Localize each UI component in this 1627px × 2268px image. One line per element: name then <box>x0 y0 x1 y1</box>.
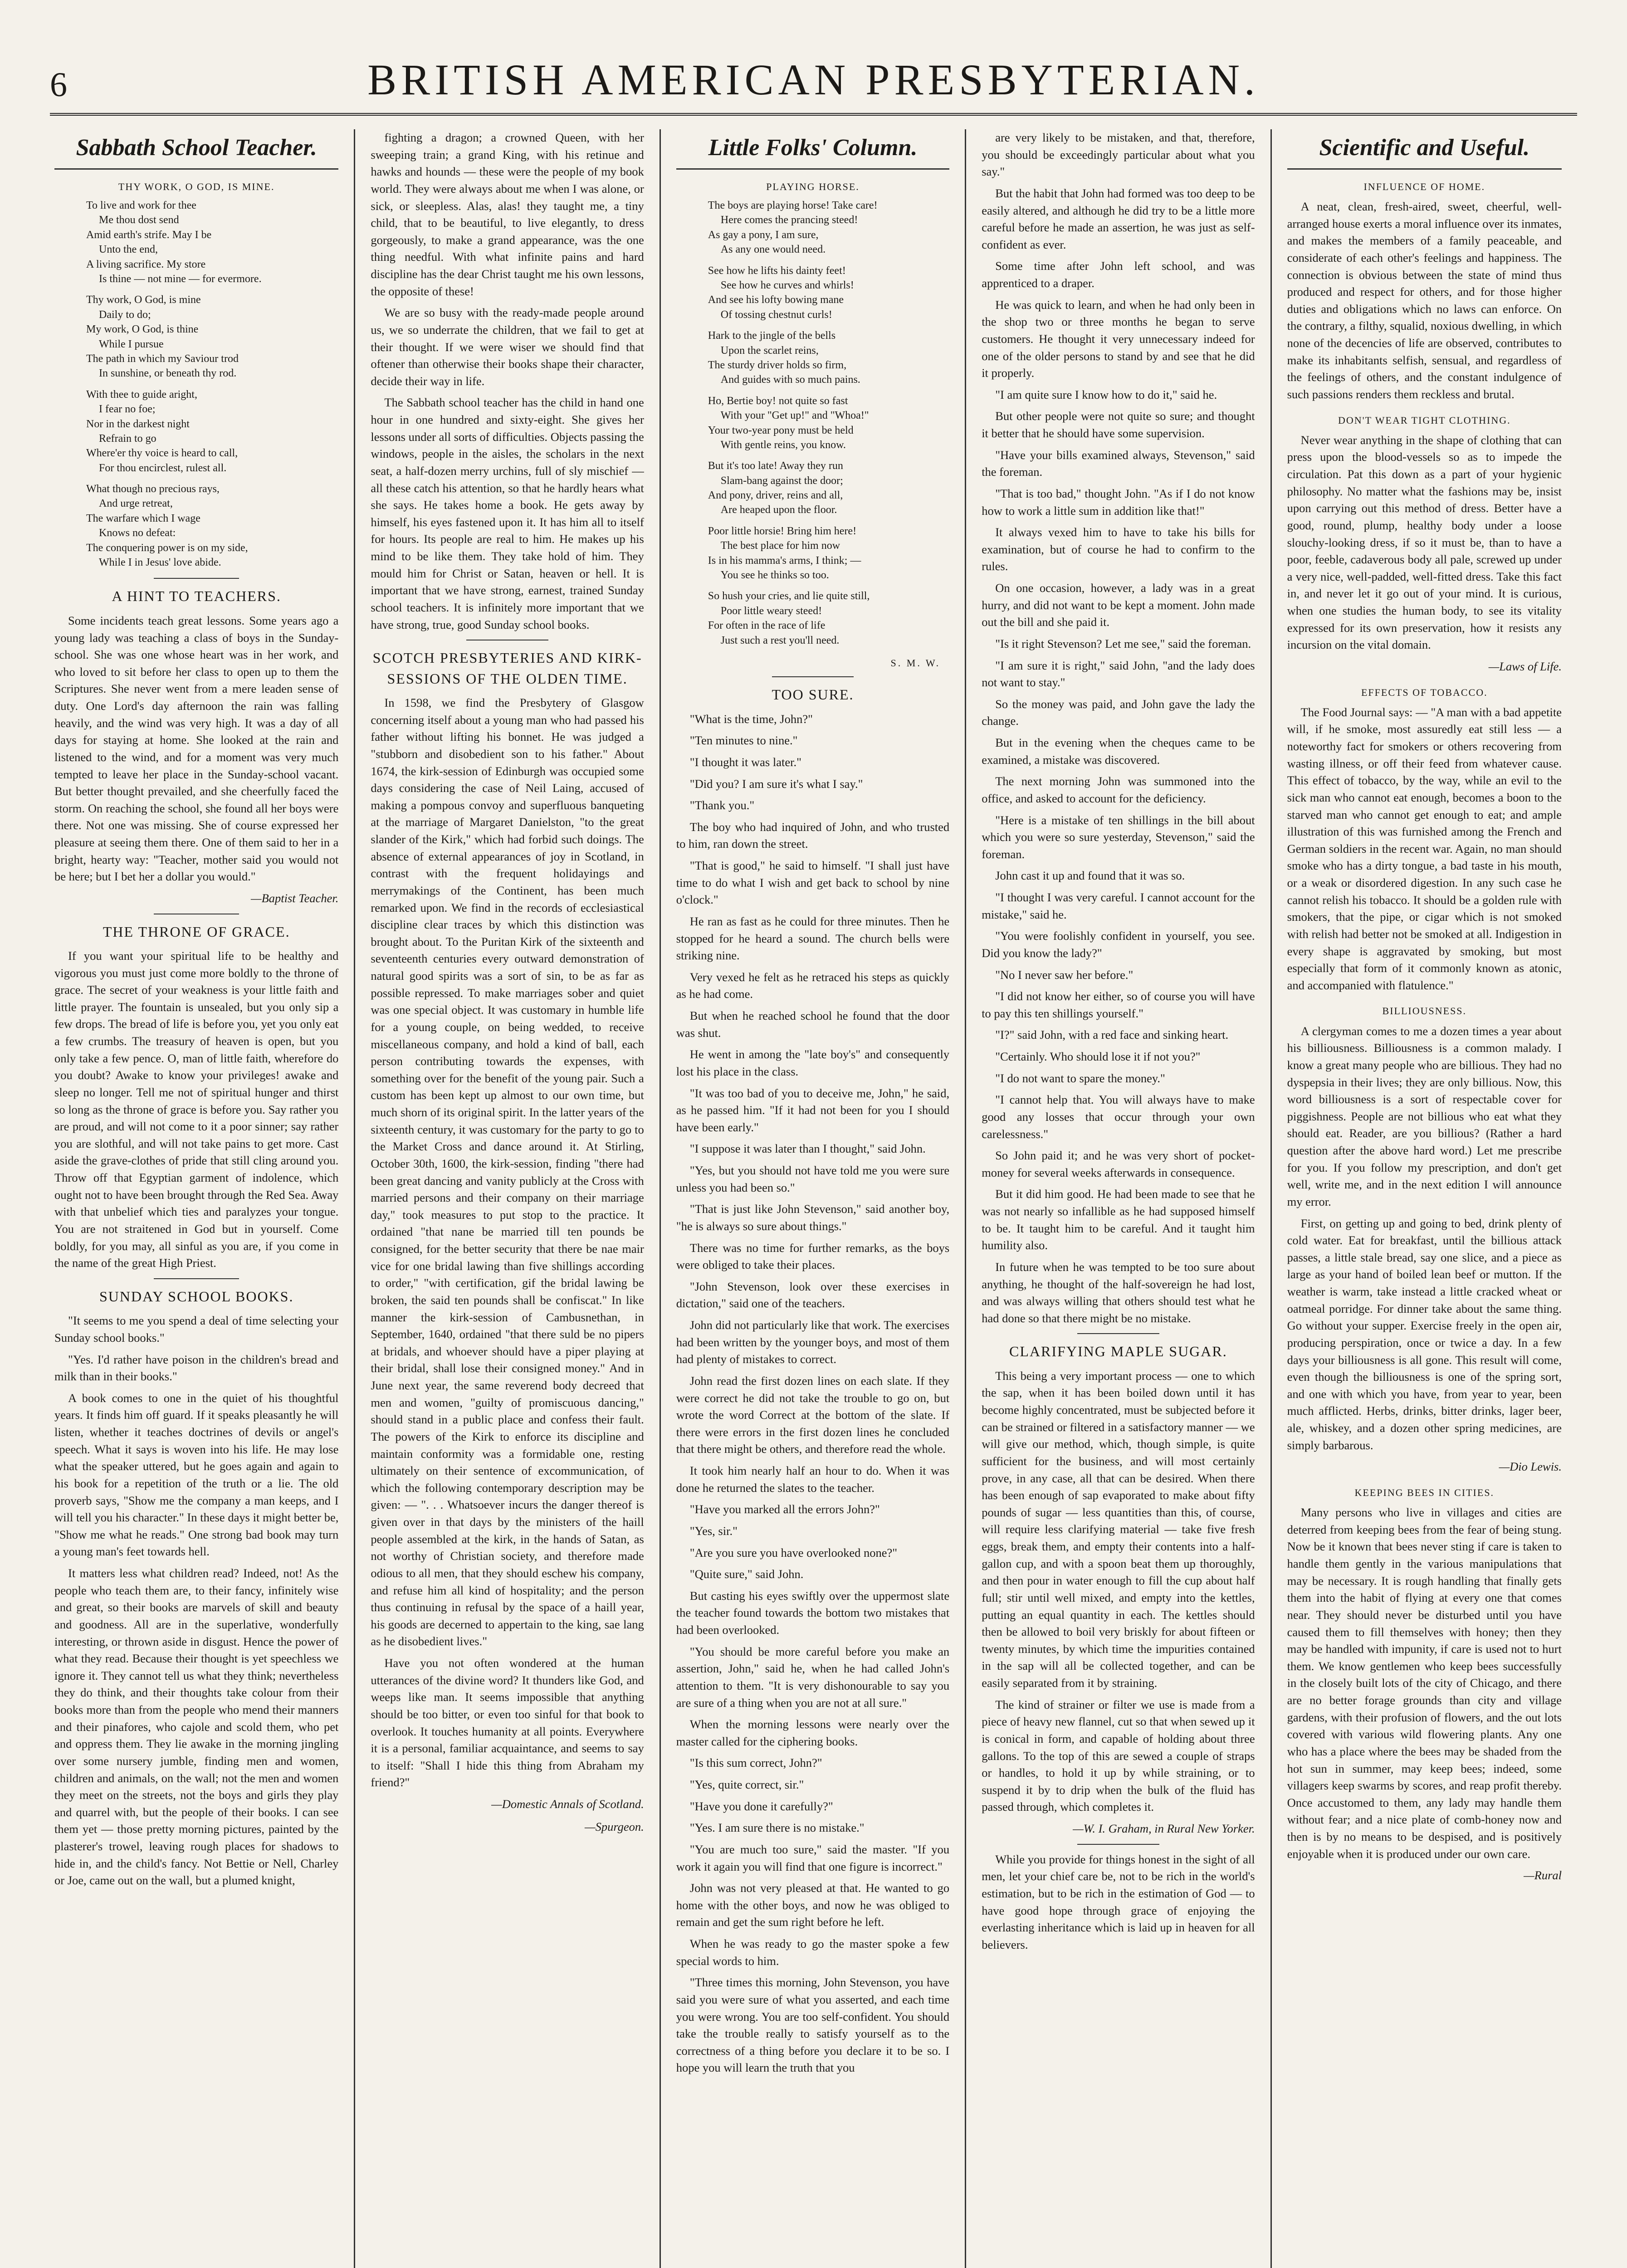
paragraph: are very likely to be mistaken, and that, therefore, you should be exceedingly particular about what you say." <box>982 131 1255 179</box>
paragraph: He went in among the "late boy's" and consequently lost his place in the class. <box>676 1047 950 1078</box>
paragraph: John cast it up and found that it was so. <box>995 869 1185 883</box>
poem <box>54 198 338 570</box>
paragraph: "Have you done it carefully?" <box>689 1799 833 1813</box>
paragraph: "It seems to me you spend a deal of time selecting your Sunday school books." <box>54 1314 339 1344</box>
poem-line: Thy work, O God, is mine <box>86 294 201 306</box>
divider <box>1077 1844 1159 1845</box>
poem-line: You see he thinks so too. <box>720 569 829 582</box>
column-4 <box>966 129 1271 2268</box>
paragraph: It took him nearly half an hour to do. When it was done he returned the slates to the teacher. <box>676 1464 950 1495</box>
poem-line: So hush your cries, and lie quite still, <box>708 590 870 602</box>
paragraph: "I thought I was very careful. I cannot account for the mistake," said he. <box>982 890 1255 921</box>
poem-line: Just such a rest you'll need. <box>720 634 840 646</box>
paragraph: Some time after John left school, and was apprenticed to a draper. <box>982 259 1255 290</box>
poem-line: Is in his mamma's arms, I think; — <box>708 554 861 567</box>
column-2 <box>355 129 660 2268</box>
page-number: 6 <box>50 66 67 104</box>
article-title: TOO SURE. <box>772 686 854 703</box>
article-subtitle: KEEPING BEES IN CITIES. <box>1354 1486 1495 1498</box>
poem-line: Poor little horsie! Bring him here! <box>708 525 857 537</box>
poem-line: Amid earth's strife. May I be <box>86 229 212 241</box>
poem-line: And urge retreat, <box>99 498 173 510</box>
article-body <box>54 612 338 885</box>
department-heading: Scientific and Useful. <box>1287 131 1562 170</box>
paragraph: But in the evening when the cheques came to be examined, a mistake was discovered. <box>982 736 1255 767</box>
poem-line: But it's too late! Away they run <box>708 460 843 472</box>
paragraph: "Have you marked all the errors John?" <box>689 1502 880 1516</box>
paragraph: "I thought it was later." <box>689 755 801 769</box>
attribution: —Domestic Annals of Scotland. <box>491 1797 644 1811</box>
poem-title: THY WORK, O GOD, IS MINE. <box>118 181 275 192</box>
paragraph: "No I never saw her before." <box>995 968 1134 982</box>
poem-line: The sturdy driver holds so firm, <box>708 359 847 371</box>
article-subtitle: EFFECTS OF TOBACCO. <box>1361 686 1488 698</box>
poem-line: Hark to the jingle of the bells <box>708 330 836 342</box>
article-body <box>1287 1504 1562 1862</box>
paragraph: "Yes, sir." <box>689 1524 738 1538</box>
paragraph: "John Stevenson, look over these exercises in dictation," said one of the teachers. <box>676 1279 950 1310</box>
paragraph: "I cannot help that. You will always have to make good any losses that occur through your own carelessness." <box>982 1093 1255 1141</box>
poem-line: And pony, driver, reins and all, <box>708 489 843 502</box>
divider <box>772 676 854 677</box>
column-1 <box>50 129 355 2268</box>
attribution: —Baptist Teacher. <box>251 891 339 905</box>
paragraph: Some incidents teach great lessons. Some years ago a young lady was teaching a class of boys in the Sunday-school. She was one whose heart was in her work, and who loved to sit before her class to open up to them the Scriptures. She never went from a mere leaden sense of duty. One Lord's day afternoon the rain was falling heavily, and the wind was very high. It was a day of all days for staying at home. She looked at the rain and listened to the wind, and for a moment was very much tempted to leave her place in the Sunday-school vacant. But better thought prevailed, and she cheerfully faced the storm. On reaching the school, she found all her boys were there. Not one was missing. She of course expressed her pleasure at seeing them there. One of them said to her in a bright, hearty way: "Teacher, mother said you would not be here; but I bet her a dollar you would." <box>54 613 339 884</box>
paragraph: "Quite sure," said John. <box>689 1567 804 1581</box>
attribution: —Rural <box>1524 1868 1562 1882</box>
department-heading: Little Folks' Column. <box>676 131 949 170</box>
article-body <box>676 711 949 2077</box>
stanza <box>708 524 949 583</box>
paragraph: "That is good," he said to himself. "I shall just have time to do what I wish and get back to school by nine o'clock." <box>676 859 950 907</box>
stanza <box>708 198 949 257</box>
paragraph: "I am sure it is right," said John, "and the lady does not want to stay." <box>982 658 1255 689</box>
paragraph: "Three times this morning, John Stevenson, you have said you were sure of what you asserted, and each time you were wrong. You are too self-confident. You should take the trouble really to satisfy yourself as to the correctness of a thing before you declare it to be so. I hope you will learn the truth that you <box>676 1975 950 2075</box>
poem-line: For often in the race of life <box>708 620 826 632</box>
paragraph: "Did you? I am sure it's what I say." <box>689 777 863 791</box>
poem-line: Unto the end, <box>99 244 158 256</box>
paragraph: "Thank you." <box>689 798 755 812</box>
stanza <box>708 264 949 323</box>
article-title: A HINT TO TEACHERS. <box>112 588 281 605</box>
paragraph: In future when he was tempted to be too sure about anything, he thought of the half-sovereign he had lost, and was always willing that others should test what he had done so that there might be no mistake. <box>982 1260 1255 1325</box>
paragraph: But it did him good. He had been made to see that he was not nearly so infallible as he had supposed himself to be. It taught him to be careful. And it taught him humility also. <box>982 1187 1255 1252</box>
paragraph: While you provide for things honest in the sight of all men, let your chief care be, not to be rich in the world's estimation, but to be rich in the estimation of God — to have good hope through grace of enjoying the everlasting inheritance which is laid up in heaven for all believers. <box>982 1852 1255 1951</box>
paragraph: There was no time for further remarks, as the boys were obliged to take their places. <box>676 1241 950 1272</box>
poem-line: Here comes the prancing steed! <box>720 214 858 226</box>
poem-line: And guides with so much pains. <box>720 374 860 386</box>
poem-line: Slam-bang against the door; <box>720 474 843 487</box>
poem-line: I fear no foe; <box>99 403 156 415</box>
poem-signature: S. M. W. <box>890 657 941 669</box>
paragraph: It always vexed him to have to take his bills for examination, but of course he had to confirm to the rules. <box>982 525 1255 573</box>
paragraph: John was not very pleased at that. He wanted to go home with the other boys, and now he was obliged to remain and get the sum right before he left. <box>676 1881 950 1929</box>
divider <box>1077 1333 1159 1334</box>
poem-line: The best place for him now <box>720 540 840 552</box>
paragraph: But other people were not quite so sure; and thought it better that he should have some supervision. <box>982 409 1255 440</box>
paragraph: "Certainly. Who should lose it if not you?" <box>995 1050 1201 1063</box>
article-title: THE THRONE OF GRACE. <box>103 923 290 940</box>
paragraph: Have you not often wondered at the human utterances of the divine word? It thunders like God, and weeps like man. It seems impossible that anything should be too bitter, or even too sinful for that book to overlook. It touches humanity at all points. Everywhere it is a personal, familiar acquaintance, and seems to say to itself: "Shall I hide this thing from Abraham my friend?" <box>371 1656 644 1789</box>
poem-line: And see his lofty bowing mane <box>708 294 844 306</box>
paragraph: Never wear anything in the shape of clothing that can press upon the blood-vessels so as to impede the circulation. Pat this down as a part of your hygienic philosophy. No matter what the fashions may be, insist upon carrying out this method of dress. Better have a good, round, plump, healthy body under a loose slouchy-looking dress, if so it must be, than to have a poor, feeble, cadaverous body all pale, screwed up under a very nice, well-padded, well-fitted dress. Take this fact in, and never let it go out of your mind. It is curious, when one studies the human body, to see its vitality expressed for its own preservation, how it resists any incursion on the vital domain. <box>1287 433 1562 652</box>
article-body <box>54 1312 338 1889</box>
stanza <box>708 589 949 648</box>
paragraph: "I did not know her either, so of course you will have to pay this ten shillings yourself." <box>982 989 1255 1020</box>
poem-line: Poor little weary steed! <box>720 605 822 617</box>
poem-line: The warfare which I wage <box>86 512 200 524</box>
paper-title: BRITISH AMERICAN PRESBYTERIAN. <box>367 55 1260 104</box>
paragraph: John read the first dozen lines on each slate. If they were correct he did not take the trouble to go on, but wrote the word Correct at the bottom of the slate. If there were errors in the first dozen lines he concluded that there might be others, and therefore read the whole. <box>676 1374 950 1456</box>
stanza <box>86 198 338 286</box>
paragraph: He ran as fast as he could for three minutes. Then he stopped for he heard a sound. The church bells were striking nine. <box>676 914 950 963</box>
masthead <box>50 54 1577 116</box>
attribution: —Laws of Life. <box>1488 659 1562 673</box>
poem-line: Nor in the darkest night <box>86 418 190 430</box>
paragraph: fighting a dragon; a crowned Queen, with her sweeping train; a grand King, with his retinue and hawks and hounds — these were the people of my book world. They were always about me when I was alone, or sick, or sleepless. Alas, alas! they taught me, a tiny child, that to be beautiful, to live elegantly, to dress gorgeously, to make a grand appearance, was the one thing needful. With what infinite pains and hard discipline has the dear Christ taught me his own lessons, the opposite of these! <box>371 131 644 298</box>
article-title: SCOTCH PRESBYTERIES AND KIRK-SESSIONS OF THE OLDEN TIME. <box>372 650 642 687</box>
paragraph: The next morning John was summoned into the office, and asked to account for the deficiency. <box>982 774 1255 805</box>
poem-line: The boys are playing horse! Take care! <box>708 200 878 212</box>
stanza <box>708 328 949 387</box>
paragraph: A clergyman comes to me a dozen times a year about his billiousness. Billiousness is a common malady. I know a great many people who are billious. They had no dyspepsia in their lives; they are only billious. Now, this word billiousness is a sort of respectable cover for piggishness. People are not billious who eat what they should eat. Reader, are you billious? (Rather a hard question after the above hard word.) Let me prescribe for you. If you follow my prescription, and don't get well, write me, and in the next edition I will announce my error. <box>1287 1024 1562 1208</box>
stanza <box>708 459 949 518</box>
stanza <box>86 293 338 381</box>
poem-line: The path in which my Saviour trod <box>86 352 239 365</box>
poem-line: A living sacrifice. My store <box>86 258 206 270</box>
paragraph: When the morning lessons were nearly over the master called for the ciphering books. <box>676 1717 950 1748</box>
paragraph: "It was too bad of you to deceive me, John," he said, as he passed him. "If it had not been for you I should have been early." <box>676 1086 950 1134</box>
article-body <box>982 1851 1255 1954</box>
poem-line: As any one would need. <box>720 244 826 256</box>
paragraph: The Food Journal says: — "A man with a bad appetite will, if he smoke, most assuredly eat still less — a noteworthy fact for smokers or others recovering from wasting illness, or off their feed from whatever cause. This effect of tobacco, by the way, while an evil to the sick man who cannot eat enough, becomes a boon to the starved man who cannot get enough to eat; and ample illustration of this was furnished among the French and German soldiers in the recent war. Again, no man should smoke who has a dirty tongue, a bad taste in his mouth, or a weak or disordered digestion. In any such case he cannot relish his tobacco. It should be a golden rule with smokers, that the pipe, or cigar which is not smoked with relish had better not be smoked at all. Indigestion in every shape is aggravated by smoking, but most especially that form of it commonly known as atonic, and accompanied with flatulence." <box>1287 705 1562 992</box>
attribution: —Dio Lewis. <box>1499 1460 1562 1474</box>
paragraph: "Yes, but you should not have told me you were sure unless you had been so." <box>676 1163 950 1194</box>
poem-line: Is thine — not mine — for evermore. <box>99 273 262 285</box>
poem-line: For thou encirclest, rulest all. <box>99 462 227 474</box>
article-body <box>371 694 644 1791</box>
poem-line: The conquering power is on my side, <box>86 542 248 554</box>
stanza <box>86 482 338 570</box>
poem-line: While I in Jesus' love abide. <box>99 557 221 569</box>
poem-line: Where'er thy voice is heard to call, <box>86 447 238 459</box>
article-body <box>1287 432 1562 654</box>
poem-line: Your two-year pony must be held <box>708 424 854 436</box>
poem-line: With thee to guide aright, <box>86 388 197 401</box>
paragraph: This being a very important process — one to which the sap, when it has been boiled down until it has become highly concentrated, must be subjected before it can be strained or filtered in a satisfactory manner — we will give our method, which, though simple, is quite sufficient for the business, and will most certainly prove, in any case, all that can be desired. When there has been enough of sap evaporated to make about fifty pounds of sugar — less quantities than this, of course, will require less clarifying material — take five fresh eggs, break them, and empty their contents into a half-gallon cup, and with a spoon beat them up thoroughly, and then pour in water enough to fill the cup about half full; stir until well mixed, and empty into the kettles, putting an equal quantity in each. The kettles should then be allowed to boil very briskly for about fifteen or twenty minutes, by which time the impurities contained in the sap will all be collected together, and can be easily separated from it by straining. <box>982 1369 1255 1690</box>
poem-line: What though no precious rays, <box>86 483 220 495</box>
poem-line: Me thou dost send <box>99 214 179 226</box>
paragraph: First, on getting up and going to bed, drink plenty of cold water. Eat for breakfast, until the billious attack passes, a little stale bread, say one slice, and a piece as large as your hand of boiled lean beef or mutton. If the weather is warm, take instead a little cracked wheat or oatmeal porridge. For dinner take about the same thing. Go without your supper. Exercise freely in the open air, producing perspiration, once or twice a day. In a few days your billiousness is all gone. This result will come, even though the billiousness is one of the spring sort, and one with which you have, from year to year, been much afflicted. Herbs, drinks, bitter drinks, lager beer, ale, whiskey, and a dozen other spring medicines, are simply barbarous. <box>1287 1216 1562 1452</box>
paragraph: So John paid it; and he was very short of pocket-money for several weeks afterwards in consequence. <box>982 1149 1255 1179</box>
divider <box>154 1278 239 1279</box>
article-title: SUNDAY SCHOOL BOOKS. <box>99 1288 294 1305</box>
paragraph: "What is the time, John?" <box>689 712 813 726</box>
poem-line: See how he lifts his dainty feet! <box>708 264 846 277</box>
stanza <box>708 394 949 453</box>
department-heading: Sabbath School Teacher. <box>54 131 338 170</box>
poem-line: Are heaped upon the floor. <box>720 504 837 516</box>
article-body <box>54 948 338 1272</box>
paragraph: Many persons who live in villages and cities are deterred from keeping bees from the fear of being stung. Now be it known that bees never sting if care is taken to handle them gently in the various manipulations that may be necessary. It is rough handling that finally gets them into the habit of flying at every one that comes near. They should never be disturbed until you have caused them to fill themselves with honey; then they may be handled with impunity, if care is used not to hurt them. We know gentlemen who keep bees successfully in the closely built lots of the city of Chicago, and there are no better forage grounds than city and village gardens, with their profusion of flowers, and the out lots covered with various wild flowering plants. Any one who has a place where the bees may be shaded from the hot sun in summer, may keep bees; indeed, some villagers keep swarms by scores, and reap profit thereby. Once accustomed to them, any lady may handle them without fear; and a nice plate of comb-honey now and then is by no means to be despised, and is positively enjoyable when it is produced under our own care. <box>1287 1505 1562 1861</box>
paragraph: "I?" said John, with a red face and sinking heart. <box>995 1028 1229 1042</box>
article-subtitle: BILLIOUSNESS. <box>1382 1005 1467 1017</box>
paragraph: "Yes. I'd rather have poison in the children's bread and milk than in their books." <box>54 1352 339 1383</box>
paragraph: "Here is a mistake of ten shillings in the bill about which you were so sure yesterday, Stevenson," said the foreman. <box>982 813 1255 861</box>
poem-line: In sunshine, or beneath thy rod. <box>99 367 237 380</box>
poem-line: While I pursue <box>99 338 164 350</box>
paragraph: The Sabbath school teacher has the child in hand one hour in one hundred and sixty-eight. She gives her lessons under all sorts of difficulties. Objects passing the windows, people in the aisles, the scholars in the next seat, a half-dozen merry urchins, full of sly mischief — all these catch his attention, so that he hardly hears what she says. He takes home a book. He gets away by himself, his eyes fastened upon it. It has him all to itself for hours. Its people are real to him. He makes up his mind to be like them. They take hold of him. They mould him for Christ or Satan, heaven or hell. It is important that we have strong, earnest, trained Sunday school teachers. It is infinitely more important that we have strong, true, good Sunday school books. <box>371 396 644 631</box>
paragraph: "Have your bills examined always, Stevenson," said the foreman. <box>982 448 1255 479</box>
poem <box>676 198 949 648</box>
poem-line: Refrain to go <box>99 432 156 445</box>
paragraph: The kind of strainer or filter we use is made from a piece of heavy new flannel, cut so that when sewed up it is conical in form, and capable of holding about three gallons. To the top of this are sewed a couple of straps or handles, to hold it up by while straining, or to suspend it by to drip when the bulk of the fluid has passed through, which completes it. <box>982 1697 1255 1814</box>
attribution: —Spurgeon. <box>585 1819 644 1833</box>
paragraph: "You should be more careful before you make an assertion, John," said he, when he had called John's attention to them. "It is very dishonourable to say you are sure of a thing when you are not at all sure." <box>676 1644 950 1710</box>
paragraph: "Are you sure you have overlooked none?" <box>689 1545 898 1559</box>
poem-line: With gentle reins, you know. <box>720 439 846 451</box>
paragraph: In 1598, we find the Presbytery of Glasgow concerning itself about a young man who had passed his father without lifting his bonnet. He was judged a "stubborn and disobedient son to his father." About 1674, the kirk-session of Edinburgh was occupied some days considering the case of Neil Laing, accused of making a pompous convoy and superfluous banqueting at the marriage of Margaret Danielston, "to the great slander of the Kirk," which had forbid such doings. The absence of external appearances of joy in Scotland, in contrast with the frequent holidayings and merrymakings of the Continent, has been much remarked upon. We find in the records of ecclesiastical discipline clear traces by which this distinction was brought about. To the Puritan Kirk of the sixteenth and seventeenth centuries every outward demonstration of natural good spirits was a sort of sin, to be as far as possible repressed. To make marriages sober and quiet was one special object. It was customary in humble life for a young couple, on being wedded, to receive miscellaneous company, and hold a kind of ball, each person contributing towards the expenses, with something over for the benefit of the young pair. Such a custom has been kept up almost to our own time, but much shorn of its original spirit. In the latter years of the sixteenth century, it was customary for the party to go to the Market Cross and dance around it. At Stirling, October 30th, 1600, the kirk-session, finding "there had been great dancing and vanity publicly at the Cross with married persons and their company on their marriage day," took measures to put stop to the practice. It ordained "that nane be married till ten pounds be consigned, for the better security that there be nae mair vice for one bridal lawing than five shillings according to order," "with certification, gif the bridal lawing be broken, the said ten pounds shall be confiscat." In like manner the kirk-session of Cambusnethan, in September, 1640, ordained "that there suld be no pipers at bridals, and whoever should have a piper playing at their bridal, shall lose their consigned money." And in June next year, the same reverend body decreed that men and women, "guilty of promiscuous dancing," should stand in a public place and confess their fault. The powers of the Kirk to enforce its discipline and maintain conformity was a formidable one, resting ultimately on their sentence of excommunication, of which the following contemporary description may be given: — ". . . Whatsoever incurs the danger thereof is given over in that days by the ministers of the haill people assembled at the kirk, in the hands of Satan, as not worthy of Christian society, and therefore made odious to all men, that they should eschew his company, and refuse him all kind of hospitality; and the person thus continuing in refusal by the space of a haill year, his goods are decerned to appertain to the king, sae lang as he disobedient lives." <box>371 696 644 1648</box>
paragraph: "I do not want to spare the money." <box>995 1071 1165 1085</box>
article-body <box>982 1368 1255 1816</box>
paragraph: Very vexed he felt as he retraced his steps as quickly as he had come. <box>676 970 950 1001</box>
poem-line: With your "Get up!" and "Whoa!" <box>720 410 869 422</box>
paragraph: If you want your spiritual life to be healthy and vigorous you must just come more boldly to the throne of grace. The secret of your weakness is your little faith and little prayer. The fountain is unsealed, but you only sip a few drops. The bread of life is before you, yet you only eat a few crumbs. The treasury of heaven is open, but you only take a few pence. O, man of little faith, wherefore do you doubt? Awake to know your privileges! awake and sleep no longer. Tell me not of spiritual hunger and thirst so long as the throne of grace is before you. Say rather you are proud, and will not come to it a poor sinner; say rather you are slothful, and will not take pains to get more. Cast aside the grave-clothes of pride that still cling around you. Throw off that Egyptian garment of indolence, which ought not to have been brought through the Red Sea. Away with that unbelief which ties and paralyzes your tongue. You are not straitened in God but in yourself. Come boldly, for you may, all sinful as you are, if you come in the name of the great High Priest. <box>54 948 339 1270</box>
stanza <box>86 387 338 475</box>
paragraph: "You were foolishly confident in yourself, you see. Did you know the lady?" <box>982 929 1255 960</box>
paragraph: "That is just like John Stevenson," said another boy, "he is always so sure about things." <box>676 1202 950 1233</box>
poem-line: As gay a pony, I am sure, <box>708 229 819 241</box>
article-body <box>1287 198 1562 403</box>
article-body <box>371 129 644 633</box>
paragraph: He was quick to learn, and when he had only been in the shop two or three months he began to serve customers. He thought it very unnecessary indeed for one of the older persons to stand by and see that he did it properly. <box>982 298 1255 380</box>
poem-line: To live and work for thee <box>86 200 196 212</box>
paragraph: So the money was paid, and John gave the lady the change. <box>982 697 1255 728</box>
paragraph: A neat, clean, fresh-aired, sweet, cheerful, well-arranged house exerts a moral influence over its inmates, and makes the members of a family peaceable, and considerate of each other's feelings and happiness. The connection is obvious between the state of mind thus produced and respect for others, and for those higher duties and obligations which no laws can enforce. On the contrary, a filthy, squalid, noxious dwelling, in which none of the decencies of life are observed, contributes to make its inhabitants selfish, sensual, and regardless of the feelings of others, and the constant indulgence of such passions renders them reckless and brutal. <box>1287 200 1562 401</box>
paragraph: "Yes, quite correct, sir." <box>689 1778 804 1792</box>
paragraph: It matters less what children read? Indeed, not! As the people who teach them are, to their fancy, infinitely wise and great, so their books are marvels of skill and beauty and goodness. All are in the superlative, wonderfully interesting, or thrown aside in disgust. Hence the power of what they read. Because their thought is yet speechless we ignore it. They cannot tell us what they think; nevertheless they do think, and their thoughts take colour from their books more than from the people who mend their manners and their pinafores, who cajole and scold them, who pet and oppress them. They lie awake in the morning jingling over some nursery jumble, finding men and women, children and animals, on the wall; not the men and women they meet on the streets, not the boys and girls they play and quarrel with, but the people of their books. I can see them yet — those pretty morning pictures, painted by the plasterer's trowel, leaving rough places for shadows to hide in, and the child's fancy. Not Bettie or Nell, Charley or Joe, came out on the wall, but a plumed knight, <box>54 1566 339 1887</box>
columns <box>50 129 1577 2268</box>
article-subtitle: DON'T WEAR TIGHT CLOTHING. <box>1338 414 1511 426</box>
poem-title: PLAYING HORSE. <box>766 181 860 192</box>
paragraph: John did not particularly like that work. The exercises had been written by the younger boys, and most of them had plenty of mistakes to correct. <box>676 1318 950 1366</box>
poem-line: Daily to do; <box>99 308 151 321</box>
paragraph: "Is this sum correct, John?" <box>689 1756 822 1770</box>
paragraph: The boy who had inquired of John, and who trusted to him, ran down the street. <box>676 820 950 851</box>
article-subtitle: INFLUENCE OF HOME. <box>1363 181 1485 192</box>
column-5 <box>1272 129 1577 2268</box>
paragraph: But when he reached school he found that the door was shut. <box>676 1009 950 1040</box>
poem-line: Knows no defeat: <box>99 527 176 539</box>
paragraph: "Yes. I am sure there is no mistake." <box>689 1821 865 1835</box>
paragraph: But the habit that John had formed was too deep to be easily altered, and although he did try to be a little more careful before he made an assertion, he was just as self-confident as ever. <box>982 186 1255 251</box>
poem-line: My work, O God, is thine <box>86 323 199 336</box>
poem-line: Upon the scarlet reins, <box>720 344 819 357</box>
paragraph: When he was ready to go the master spoke a few special words to him. <box>676 1937 950 1968</box>
poem-line: See how he curves and whirls! <box>720 279 854 292</box>
paragraph: "That is too bad," thought John. "As if I do not know how to work a little sum in addition like that!" <box>982 486 1255 518</box>
divider <box>154 578 239 579</box>
paragraph: "Ten minutes to nine." <box>689 733 798 748</box>
poem-line: Ho, Bertie boy! not quite so fast <box>708 395 848 407</box>
paragraph: A book comes to one in the quiet of his thoughtful years. It finds him off guard. If it speaks pleasantly he will listen, whether it teaches doctrines of devils or angel's speech. What it says is woven into his life. He may lose what the speaker uttered, but he goes again and again to his book for a repetition of the truth or a lie. The old proverb says, "Show me the company a man keeps, and I will tell you his character." In these days it might better be, "Show me what he reads." One strong bad book may turn a young man's feet towards hell. <box>54 1391 339 1559</box>
article-title: CLARIFYING MAPLE SUGAR. <box>1009 1343 1227 1360</box>
article-body <box>982 129 1255 1327</box>
paragraph: "I am quite sure I know how to do it," said he. <box>995 387 1217 401</box>
paragraph: On one occasion, however, a lady was in a great hurry, and did not want to be kept a moment. John made out the bill and she paid it. <box>982 581 1255 629</box>
paragraph: We are so busy with the ready-made people around us, we so underrate the children, that we fail to get at their thought. If we were wiser we should find that oftener than otherwise their books shape their character, decide their way in life. <box>371 306 644 388</box>
poem-line: Of tossing chestnut curls! <box>720 308 832 321</box>
paragraph: "Is it right Stevenson? Let me see," said the foreman. <box>995 636 1251 650</box>
paragraph: "I suppose it was later than I thought," said John. <box>689 1142 926 1156</box>
column-3 <box>661 129 966 2268</box>
article-body <box>1287 704 1562 994</box>
paragraph: But casting his eyes swiftly over the uppermost slate the teacher found towards the bottom two mistakes that had been overlooked. <box>676 1589 950 1637</box>
attribution: —W. I. Graham, in Rural New Yorker. <box>1073 1822 1255 1836</box>
paragraph: "You are much too sure," said the master. "If you work it again you will find that one figure is incorrect." <box>676 1842 950 1873</box>
article-body <box>1287 1023 1562 1454</box>
